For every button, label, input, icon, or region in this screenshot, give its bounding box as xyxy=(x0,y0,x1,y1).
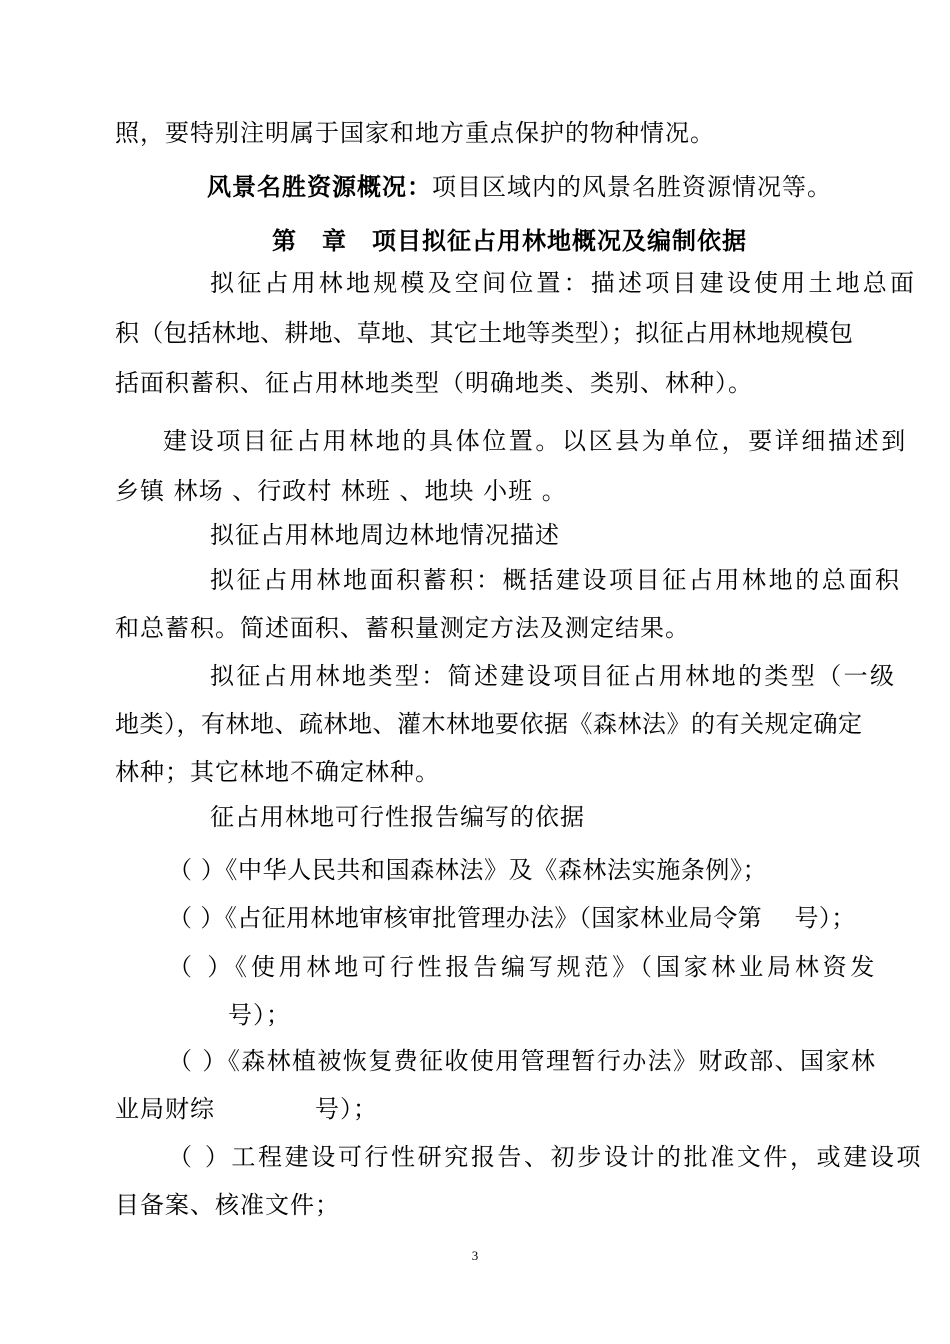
scenic-resources-label: 风景名胜资源概况： xyxy=(207,173,432,201)
basis-item-3-continued: 号）； xyxy=(228,1001,291,1029)
paragraph-line-13: 地类），有林地、疏林地、灌木林地要依据《森林法》的有关规定确定 xyxy=(115,710,863,738)
basis-item-4-continued: 业局财综 号）； xyxy=(115,1095,378,1123)
basis-heading: 征占用林地可行性报告编写的依据 xyxy=(210,803,585,831)
paragraph-line-11: 和总蓄积。简述面积、蓄积量测定方法及测定结果。 xyxy=(115,614,690,642)
paragraph-line-14: 林种；其它林地不确定林种。 xyxy=(115,758,440,786)
basis-item-4: （ ）《森林植被恢复费征收使用管理暂行办法》财政部、国家林 xyxy=(168,1047,877,1075)
paragraph-line-5: 积（包括林地、耕地、草地、其它土地等类型）；拟征占用林地规模包 xyxy=(115,319,854,347)
scenic-resources-text: 项目区域内的风景名胜资源情况等。 xyxy=(432,173,832,201)
basis-item-5: （ ）工程建设可行性研究报告、初步设计的批准文件，或建设项 xyxy=(168,1143,924,1171)
chapter-heading: 第 章 项目拟征占用林地概况及编制依据 xyxy=(272,227,747,255)
paragraph-line-10: 拟征占用林地面积蓄积：概括建设项目征占用林地的总面积 xyxy=(210,566,902,594)
basis-item-5-continued: 目备案、核准文件； xyxy=(115,1191,340,1219)
scenic-resources-line xyxy=(207,172,832,202)
basis-item-3: （ ）《使用林地可行性报告编写规范》（国家林业局林资发 xyxy=(168,953,879,981)
paragraph-line-8: 乡镇 林场 、行政村 林班 、地块 小班 。 xyxy=(115,477,567,505)
paragraph-line-6: 括面积蓄积、征占用林地类型（明确地类、类别、林种）。 xyxy=(115,369,753,397)
paragraph-line-12: 拟征占用林地类型：简述建设项目征占用林地的类型（一级 xyxy=(210,662,897,690)
paragraph-line-4: 拟征占用林地规模及空间位置：描述项目建设使用土地总面 xyxy=(210,269,918,297)
page-number: 3 xyxy=(471,1248,479,1263)
basis-item-2: （ ）《占征用林地审核审批管理办法》（国家林业局令第 号）； xyxy=(168,904,856,932)
paragraph-line-9: 拟征占用林地周边林地情况描述 xyxy=(210,521,560,549)
paragraph-line-7: 建设项目征占用林地的具体位置。以区县为单位，要详细描述到 xyxy=(163,427,908,455)
basis-item-1: （ ）《中华人民共和国森林法》及《森林法实施条例》； xyxy=(168,856,768,884)
paragraph-line-1: 照，要特别注明属于国家和地方重点保护的物种情况。 xyxy=(115,119,715,147)
